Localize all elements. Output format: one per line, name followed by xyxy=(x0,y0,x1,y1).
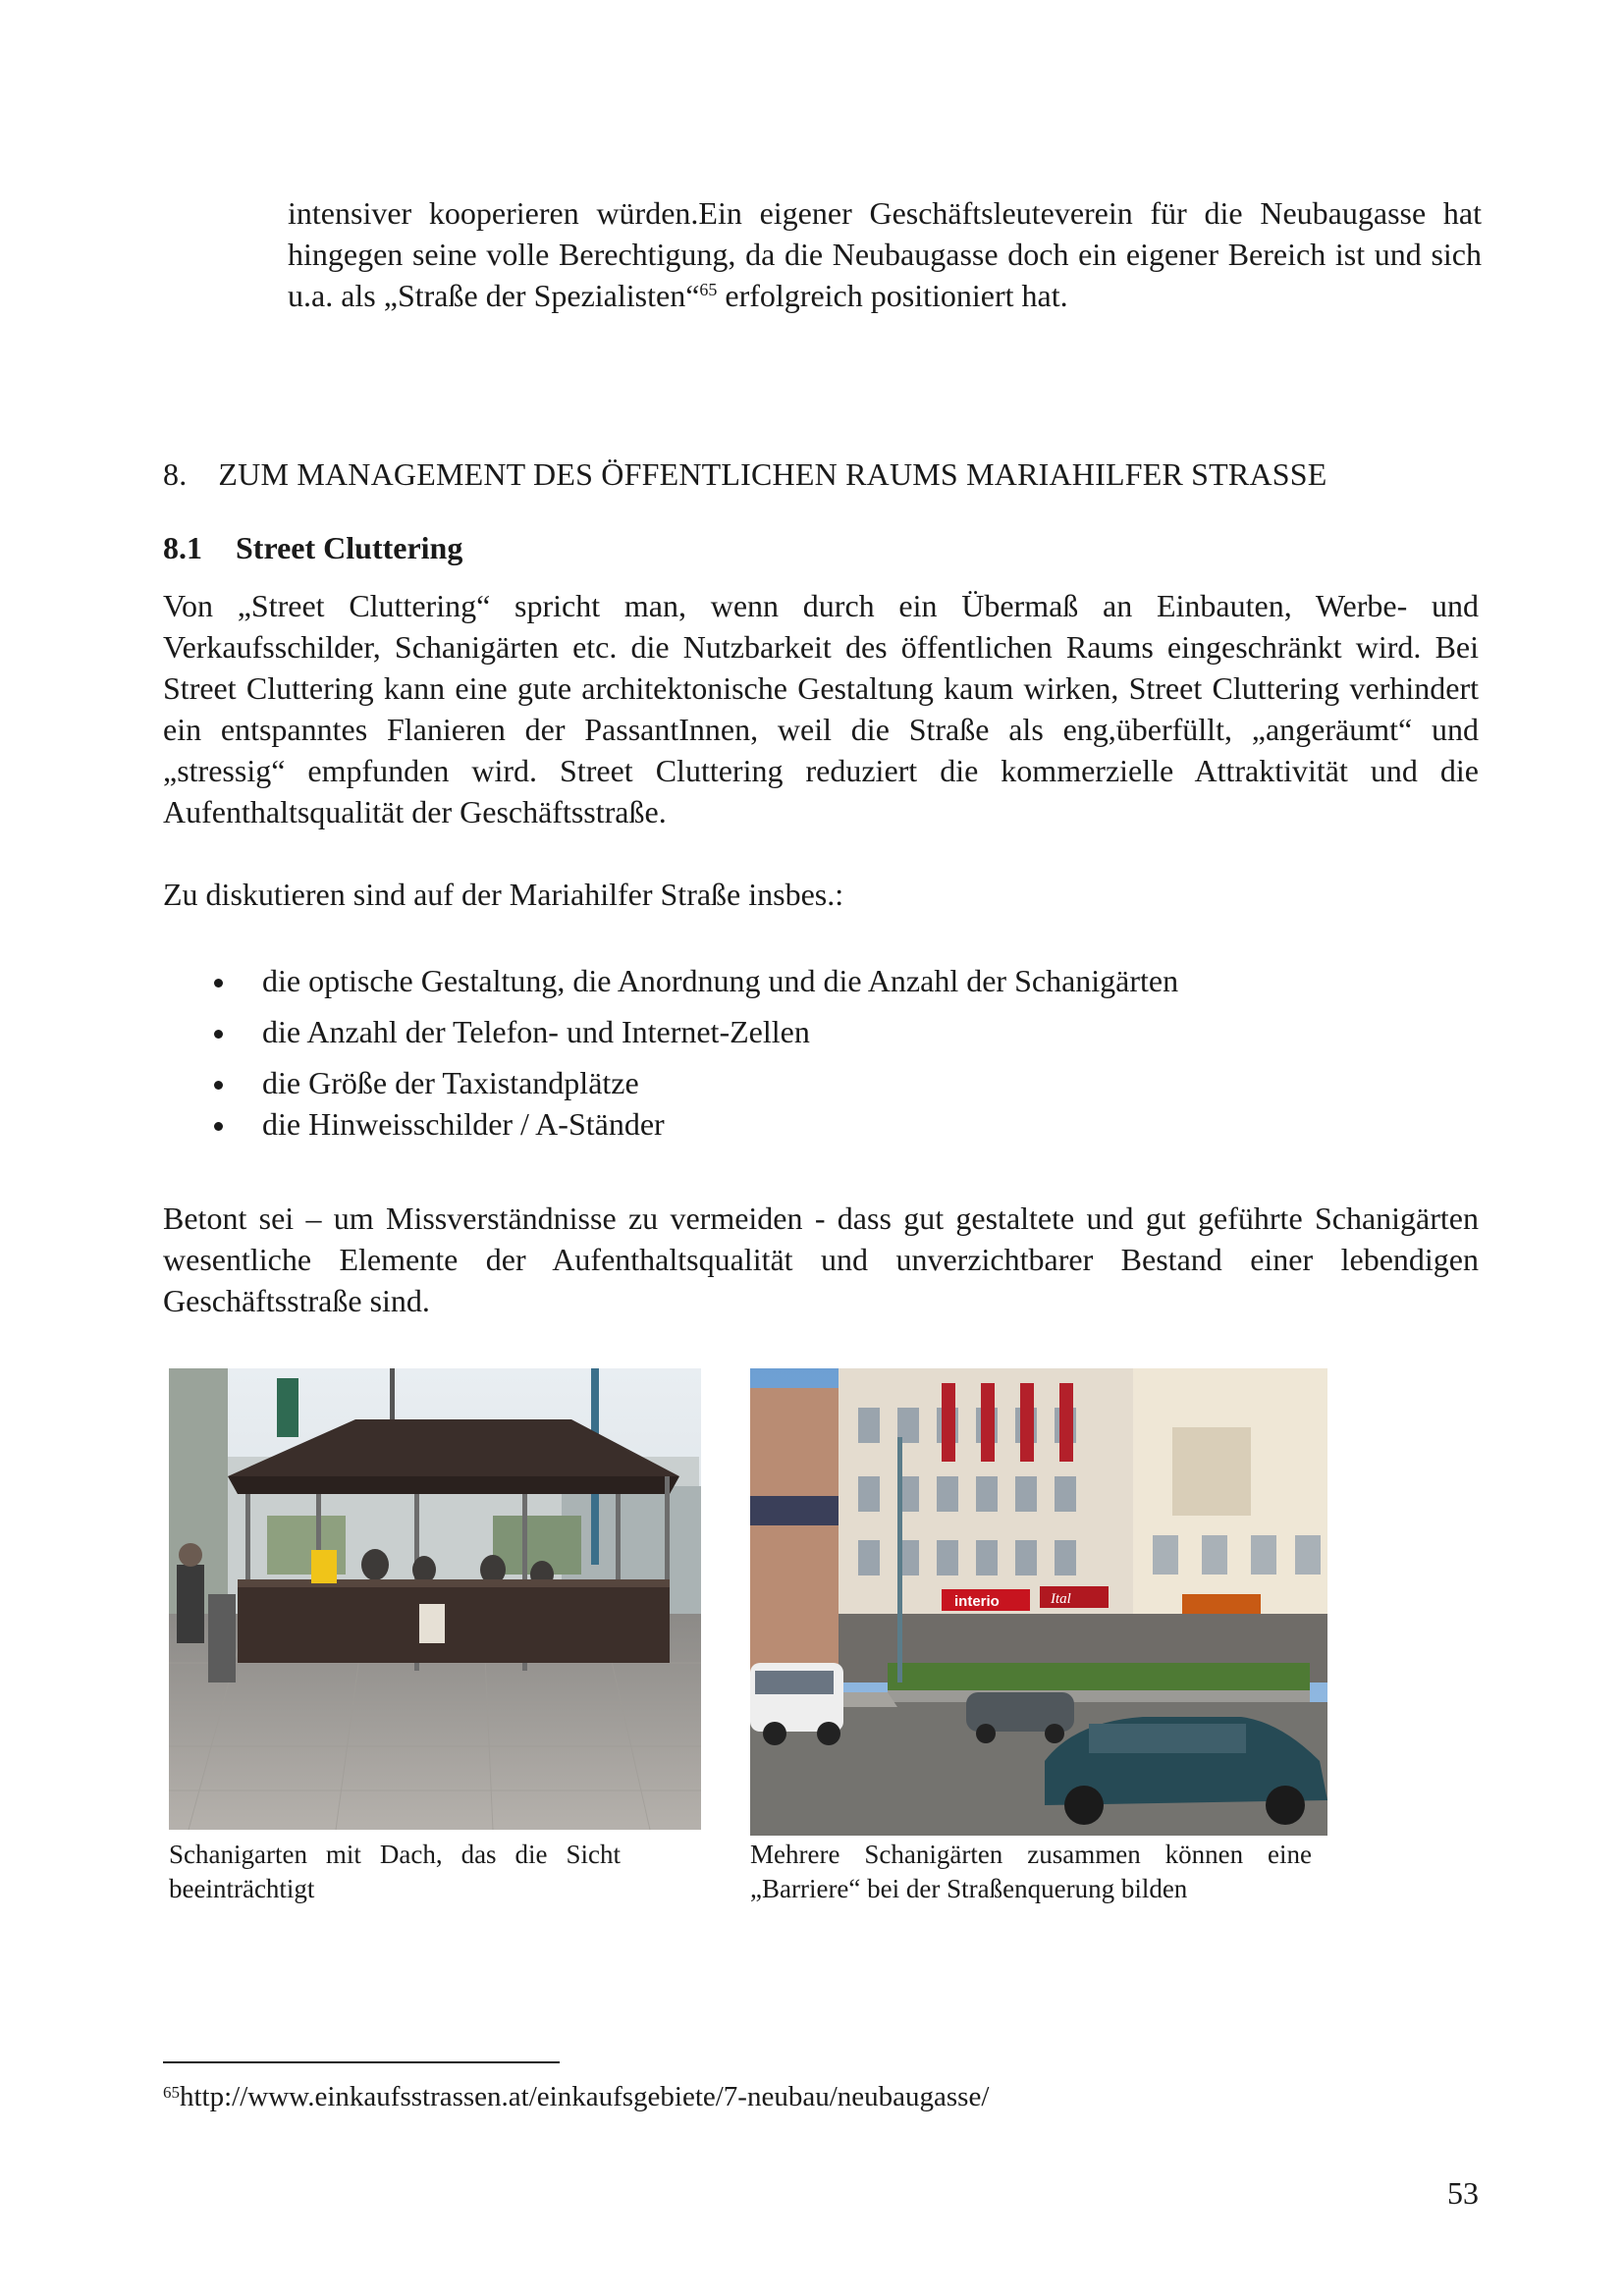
bullet-icon xyxy=(214,1030,223,1039)
section-number: 8. xyxy=(163,456,188,492)
intro-text: intensiver kooperieren würden.Ein eigener Geschäftsleuteverein für die Neubaugasse hat hingegen seine volle Berechtigung, da die Neubaugasse doch ein eigener Bereich ist und sich u.a. als „Straße der Spezialisten“ xyxy=(288,195,1482,313)
page-number: 53 xyxy=(1447,2175,1479,2211)
paragraph-street-cluttering: Von „Street Cluttering“ spricht man, wenn durch ein Übermaß an Einbauten, Werbe- und Verkaufsschilder, Schanigärten etc. die Nutzbarkeit des öffentlichen Raums eingeschränkt wird. Bei Street Cluttering kann eine gute architektonische Gestaltung kaum wirken, Street Cluttering verhindert ein entspanntes Flanieren der PassantInnen, weil die Straße als eng,überfüllt, „angeräumt“ und „stressig“ empfunden wird. Street Cluttering reduziert die kommerzielle Attraktivität und die Aufenthaltsqualität der Geschäftsstraße. xyxy=(163,588,1479,829)
footnote-divider xyxy=(163,2061,560,2063)
footnote-link[interactable]: http://www.einkaufsstrassen.at/einkaufsgebiete/7-neubau/neubaugasse/ xyxy=(180,2081,990,2112)
paragraph-schanigaerten: Betont sei – um Missverständnisse zu vermeiden - dass gut gestaltete und gut geführte Schanigärten wesentliche Elemente der Aufenthaltsqualität und unverzichtbarer Bestand einer lebendigen Geschäftsstraße sind. xyxy=(163,1201,1479,1318)
shop-sign-interio: interio xyxy=(954,1593,1000,1610)
figure-caption-1: Schanigarten mit Dach, das die Sicht beeinträchtigt xyxy=(169,1840,621,1903)
footnote xyxy=(163,2079,1341,2114)
list-item: die Größe der Taxistandplätze xyxy=(163,1062,1479,1103)
intro-paragraph xyxy=(288,192,1482,316)
footnote-reference[interactable]: 65 xyxy=(699,280,718,299)
subsection-number: 8.1 xyxy=(163,530,202,565)
list-item: die optische Gestaltung, die Anordnung und die Anzahl der Schanigärten xyxy=(163,960,1479,1001)
subsection-title: Street Cluttering xyxy=(236,530,463,565)
bullet-icon xyxy=(214,1081,223,1090)
list-item: die Hinweisschilder / A-Ständer xyxy=(163,1103,1479,1145)
section-title: ZUM MANAGEMENT DES ÖFFENTLICHEN RAUMS MARIAHILFER STRASSE xyxy=(218,456,1327,492)
figure-caption-2: Mehrere Schanigärten zusammen können eine „Barriere“ bei der Straßenquerung bilden xyxy=(750,1840,1312,1903)
bullet-list xyxy=(163,960,1479,1145)
subsection-heading xyxy=(163,527,1047,568)
shop-sign-italia: Ital xyxy=(1051,1591,1071,1607)
intro-text-end: erfolgreich positioniert hat. xyxy=(717,278,1068,313)
footnote-number: 65 xyxy=(163,2083,180,2102)
photo-street-schanigaerten xyxy=(750,1368,1327,1836)
list-item: die Anzahl der Telefon- und Internet-Zellen xyxy=(163,1011,1479,1052)
paragraph-discussion-intro: Zu diskutieren sind auf der Mariahilfer Straße insbes.: xyxy=(163,877,844,912)
bullet-icon xyxy=(214,979,223,988)
bullet-icon xyxy=(214,1122,223,1131)
section-heading xyxy=(163,454,1479,495)
photo-covered-schanigarten xyxy=(169,1368,701,1830)
